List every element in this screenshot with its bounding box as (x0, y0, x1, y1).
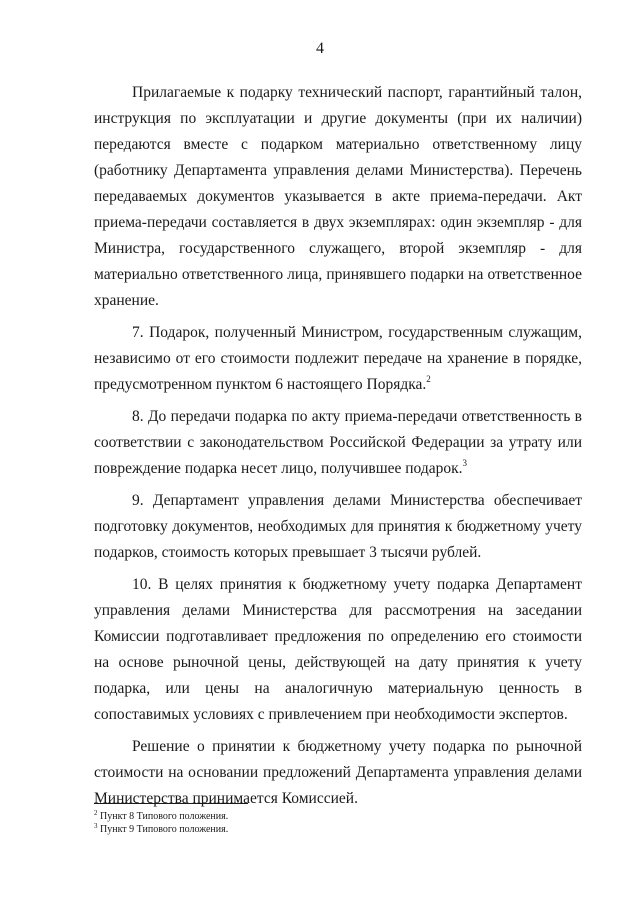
footnote-text: Пункт 9 Типового положения. (100, 824, 229, 835)
document-body (94, 80, 582, 818)
paragraph-item-8 (94, 404, 582, 482)
footnote-2 (94, 810, 494, 823)
paragraph-decision (94, 734, 582, 812)
footnote-mark: 3 (94, 822, 98, 830)
paragraph-item-9 (94, 488, 582, 566)
footnote-3 (94, 823, 494, 836)
paragraph-item-10 (94, 572, 582, 728)
page-number: 4 (316, 40, 324, 57)
paragraph-text: 8. До передачи подарка по акту приема-передачи ответственность в соответствии с законодательством Российской Федерации за утрату или повреждение подарка несет лицо, получившее подарок. (94, 408, 582, 477)
footnote-reference: 2 (426, 374, 431, 384)
paragraph-text: 9. Департамент управления делами Министерства обеспечивает подготовку документов, необходимых для принятия к бюджетному учету подарков, стоимость которых превышает 3 тысячи рублей. (94, 492, 582, 561)
paragraph-text: Решение о принятии к бюджетному учету подарка по рыночной стоимости на основании предложений Департамента управления делами Министерства принимается Комиссией. (94, 738, 582, 807)
footnote-text: Пункт 8 Типового положения. (100, 811, 229, 822)
paragraph-accompanying-documents (94, 80, 582, 314)
footnote-mark: 2 (94, 809, 98, 817)
paragraph-text: 10. В целях принятия к бюджетному учету подарка Департамент управления делами Министерства для рассмотрения на заседании Комиссии подготавливает предложения по определению его стоимости на основе рыночной цены, действующей на дату принятия к учету подарка, или цены на аналогичную материальную ценность в сопоставимых условиях с привлечением при необходимости экспертов. (94, 576, 582, 723)
footnote-divider (94, 803, 248, 804)
footnote-reference: 3 (462, 458, 468, 468)
footnotes (94, 810, 494, 836)
paragraph-text: 7. Подарок, полученный Министром, государственным служащим, независимо от его стоимости подлежит передаче на хранение в порядке, предусмотренном пунктом 6 настоящего Порядка. (94, 324, 582, 393)
paragraph-text: Прилагаемые к подарку технический паспорт, гарантийный талон, инструкция по эксплуатации и другие документы (при их наличии) передаются вместе с подарком материально ответственному лицу (работнику Департамента управления делами Министерства). Перечень передаваемых документов указывается в акте приема-передачи. Акт приема-передачи составляется в двух экземплярах: один экземпляр - для Министра, государственного служащего, второй экземпляр - для материально ответственного лица, принявшего подарки на ответственное хранение. (94, 84, 582, 309)
paragraph-item-7 (94, 320, 582, 398)
